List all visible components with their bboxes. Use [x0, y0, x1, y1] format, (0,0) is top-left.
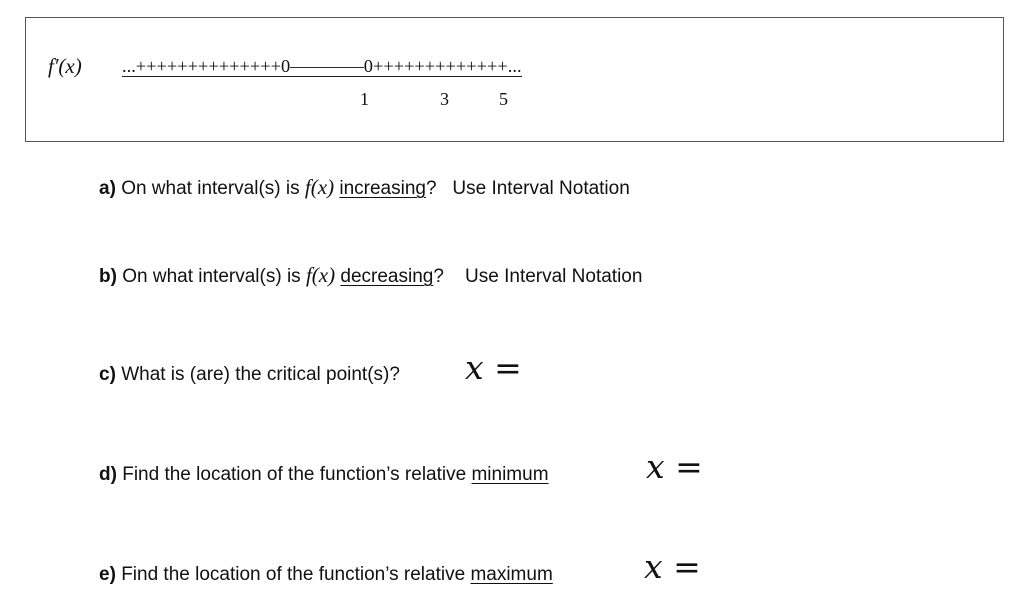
question-suffix: ? Use Interval Notation [433, 266, 643, 287]
question-a [99, 177, 630, 198]
question-letter: d) [99, 464, 117, 485]
keyword-maximum: maximum [470, 564, 553, 585]
derivative-label: f′(x) [48, 54, 82, 78]
question-text: On what interval(s) is [122, 266, 301, 287]
question-text: On what interval(s) is [121, 178, 300, 199]
question-text: What is (are) the critical point(s)? [121, 364, 400, 385]
question-text: Find the location of the function’s relative [122, 464, 467, 485]
tick-label-1: 1 [360, 89, 369, 109]
question-letter: c) [99, 364, 116, 385]
question-suffix: ? Use Interval Notation [425, 178, 630, 199]
keyword-decreasing: decreasing [340, 266, 434, 287]
answer-label-d: x = [646, 447, 703, 486]
answer-label-c: x = [465, 348, 522, 387]
keyword-minimum: minimum [471, 464, 549, 485]
tick-label-5: 5 [499, 89, 508, 109]
question-b [99, 265, 642, 286]
function-notation: f(x) [305, 263, 336, 287]
question-text: Find the location of the function’s relative [121, 564, 466, 585]
question-d [99, 465, 549, 484]
sign-chart-box [25, 17, 1004, 142]
tick-label-3: 3 [440, 89, 449, 109]
question-letter: e) [99, 564, 116, 585]
sign-line: ...++++++++++++++0––––––––0+++++++++++++... [122, 56, 522, 76]
function-notation: f(x) [304, 175, 335, 199]
keyword-increasing: increasing [339, 178, 426, 199]
answer-label-e: x = [644, 547, 701, 586]
question-letter: b) [99, 266, 117, 287]
question-e [99, 565, 553, 584]
question-letter: a) [99, 178, 116, 199]
question-c [99, 365, 400, 384]
